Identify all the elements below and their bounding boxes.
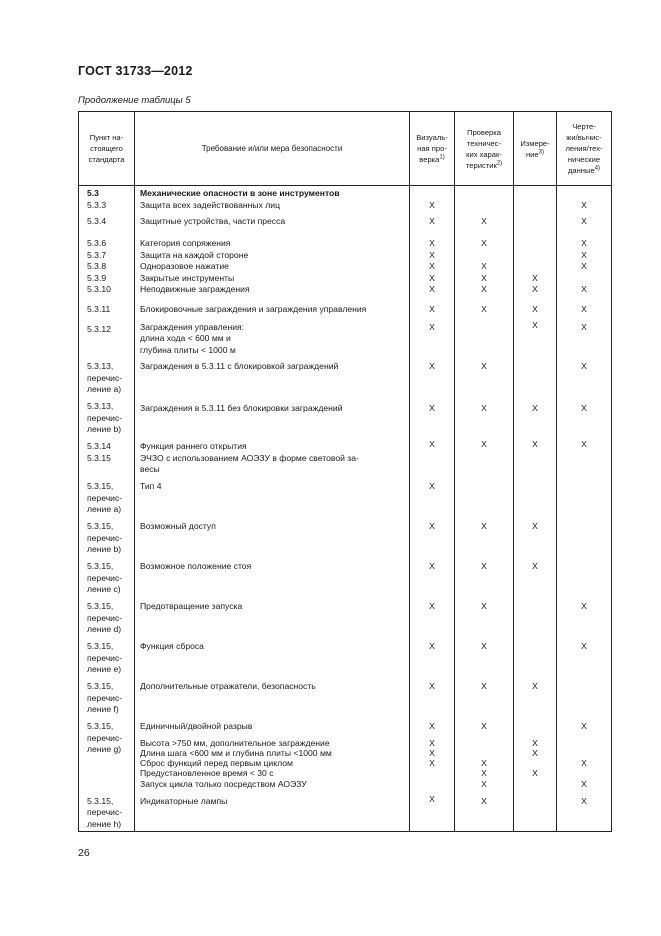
clause-cell: 5.3 5.3.3 [79,186,135,213]
table-row [79,317,612,358]
requirement-cell: Единичный/двойной разрыв Высота >750 мм, дополнительное заграждение Длина шага <600 мм и глубина плиты <1000 мм Сброс функций перед первым циклом Предустановленное время < 30 с Запуск цикла только посредством АОЭЗУ [135,717,410,792]
table-caption: Продолжение таблицы 5 [78,95,191,106]
visual-check-cell: X [410,437,455,477]
clause-cell: 5.3.12 [79,317,135,358]
table-row [79,437,612,477]
characteristics-check-cell [455,317,514,358]
requirement-cell: Заграждения в 5.3.11 с блокировкой заграждений [135,357,410,397]
requirement-cell: Возможное положение стоя [135,557,410,597]
visual-check-cell: X X X X X [410,234,455,297]
visual-check-cell: X [410,477,455,517]
requirement-cell: Тип 4 [135,477,410,517]
measurement-cell [514,597,557,637]
drawings-data-cell: X X X [557,717,612,792]
measurement-cell: X [514,317,557,358]
drawings-data-cell [557,517,612,557]
drawings-data-cell: X [557,397,612,437]
clause-cell: 5.3.15, перечис- ление h) [79,792,135,832]
requirement-cell: Заграждения в 5.3.11 без блокировки заграждений [135,397,410,437]
characteristics-check-cell: X [455,297,514,317]
table-row [79,212,612,234]
table-row [79,357,612,397]
drawings-data-cell: X [557,792,612,832]
requirement-cell: Механические опасности в зоне инструментов Защита всех задействованных лиц [135,186,410,213]
visual-check-cell: X [410,557,455,597]
safety-requirements-table [78,111,612,832]
measurement-cell: X X [514,234,557,297]
measurement-cell: X [514,397,557,437]
characteristics-check-cell: X [455,677,514,717]
drawings-data-cell: X [557,212,612,234]
drawings-data-cell: X [557,357,612,397]
clause-cell: 5.3.13, перечис- ление b) [79,397,135,437]
characteristics-check-cell: X [455,557,514,597]
visual-check-cell: X [410,397,455,437]
requirement-cell: Индикаторные лампы [135,792,410,832]
drawings-data-cell: X X X X [557,234,612,297]
table-row [79,717,612,792]
table-row [79,597,612,637]
drawings-data-cell: X [557,317,612,358]
characteristics-check-cell: X [455,597,514,637]
table-row [79,677,612,717]
measurement-cell: X [514,437,557,477]
visual-check-cell: X [410,677,455,717]
drawings-data-cell: X [557,597,612,637]
clause-cell: 5.3.15, перечис- ление g) [79,717,135,792]
requirement-cell: Дополнительные отражатели, безопасность [135,677,410,717]
measurement-cell: X [514,677,557,717]
col-header-visual-check: Визуаль- ная про- верка$^{1)}$ [410,112,455,186]
table-row [79,792,612,832]
measurement-cell [514,637,557,677]
page-number: 26 [78,847,90,859]
drawings-data-cell [557,677,612,717]
table-row [79,397,612,437]
drawings-data-cell: X [557,437,612,477]
characteristics-check-cell: X [455,517,514,557]
visual-check-cell: X X X X [410,717,455,792]
drawings-data-cell [557,557,612,597]
table-row [79,234,612,297]
clause-cell: 5.3.15, перечис- ление а) [79,477,135,517]
requirement-cell: Функция сброса [135,637,410,677]
measurement-cell [514,212,557,234]
measurement-cell: X [514,557,557,597]
table-row [79,517,612,557]
col-header-drawings-data: Черте- жи/вычис- ления/тех- нические данные$^{4)}$ [557,112,612,186]
col-header-requirement: Требование и/или мера безопасности [135,112,410,186]
requirement-cell: Функция раннего открытия ЭЧЗО с использованием АОЭЗУ в форме световой за- весы [135,437,410,477]
document-title: ГОСТ 31733—2012 [78,64,193,78]
characteristics-check-cell: X [455,437,514,477]
clause-cell: 5.3.14 5.3.15 [79,437,135,477]
clause-cell: 5.3.15, перечис- ление d) [79,597,135,637]
clause-cell: 5.3.13, перечис- ление а) [79,357,135,397]
characteristics-check-cell: X [455,637,514,677]
characteristics-check-cell: X X X X [455,717,514,792]
visual-check-cell: X [410,637,455,677]
characteristics-check-cell: X X X X [455,234,514,297]
table-row [79,637,612,677]
drawings-data-cell: X [557,297,612,317]
table-row [79,557,612,597]
measurement-cell [514,477,557,517]
visual-check-cell: X [410,792,455,832]
characteristics-check-cell [455,186,514,213]
visual-check-cell: X [410,357,455,397]
clause-cell: 5.3.4 [79,212,135,234]
measurement-cell [514,792,557,832]
characteristics-check-cell: X [455,212,514,234]
requirement-cell: Защитные устройства, части пресса [135,212,410,234]
requirement-cell: Предотвращение запуска [135,597,410,637]
table-row [79,186,612,213]
clause-cell: 5.3.15, перечис- ление b) [79,517,135,557]
visual-check-cell: X [410,297,455,317]
clause-cell: 5.3.15, перечис- ление f) [79,677,135,717]
measurement-cell [514,357,557,397]
col-header-measurement: Измере- ние$^{3)}$ [514,112,557,186]
clause-cell: 5.3.15, перечис- ление e) [79,637,135,677]
characteristics-check-cell: X [455,397,514,437]
drawings-data-cell: X [557,186,612,213]
col-header-clause: Пункт на- стоящего стандарта [79,112,135,186]
clause-cell: 5.3.6 5.3.7 5.3.8 5.3.9 5.3.10 [79,234,135,297]
characteristics-check-cell: X [455,792,514,832]
visual-check-cell: X [410,317,455,358]
visual-check-cell: X [410,212,455,234]
measurement-cell [514,186,557,213]
drawings-data-cell [557,477,612,517]
table-header-row [79,112,612,186]
visual-check-cell: X [410,597,455,637]
table-row [79,477,612,517]
col-header-characteristics-check: Проверка техничес- ких харак- теристик$^{2)}$ [455,112,514,186]
measurement-cell: X [514,517,557,557]
measurement-cell: X X X [514,717,557,792]
clause-cell: 5.3.15, перечис- ление c) [79,557,135,597]
measurement-cell: X [514,297,557,317]
requirement-cell: Категория сопряжения Защита на каждой стороне Одноразовое нажатие Закрытые инструменты Неподвижные заграждения [135,234,410,297]
requirement-cell: Заграждения управления: длина хода < 600 мм и глубина плиты < 1000 м [135,317,410,358]
characteristics-check-cell: X [455,357,514,397]
visual-check-cell: X [410,517,455,557]
clause-cell: 5.3.11 [79,297,135,317]
visual-check-cell: X [410,186,455,213]
requirement-cell: Блокировочные заграждения и заграждения управления [135,297,410,317]
characteristics-check-cell [455,477,514,517]
table-row [79,297,612,317]
requirement-cell: Возможный доступ [135,517,410,557]
drawings-data-cell: X [557,637,612,677]
